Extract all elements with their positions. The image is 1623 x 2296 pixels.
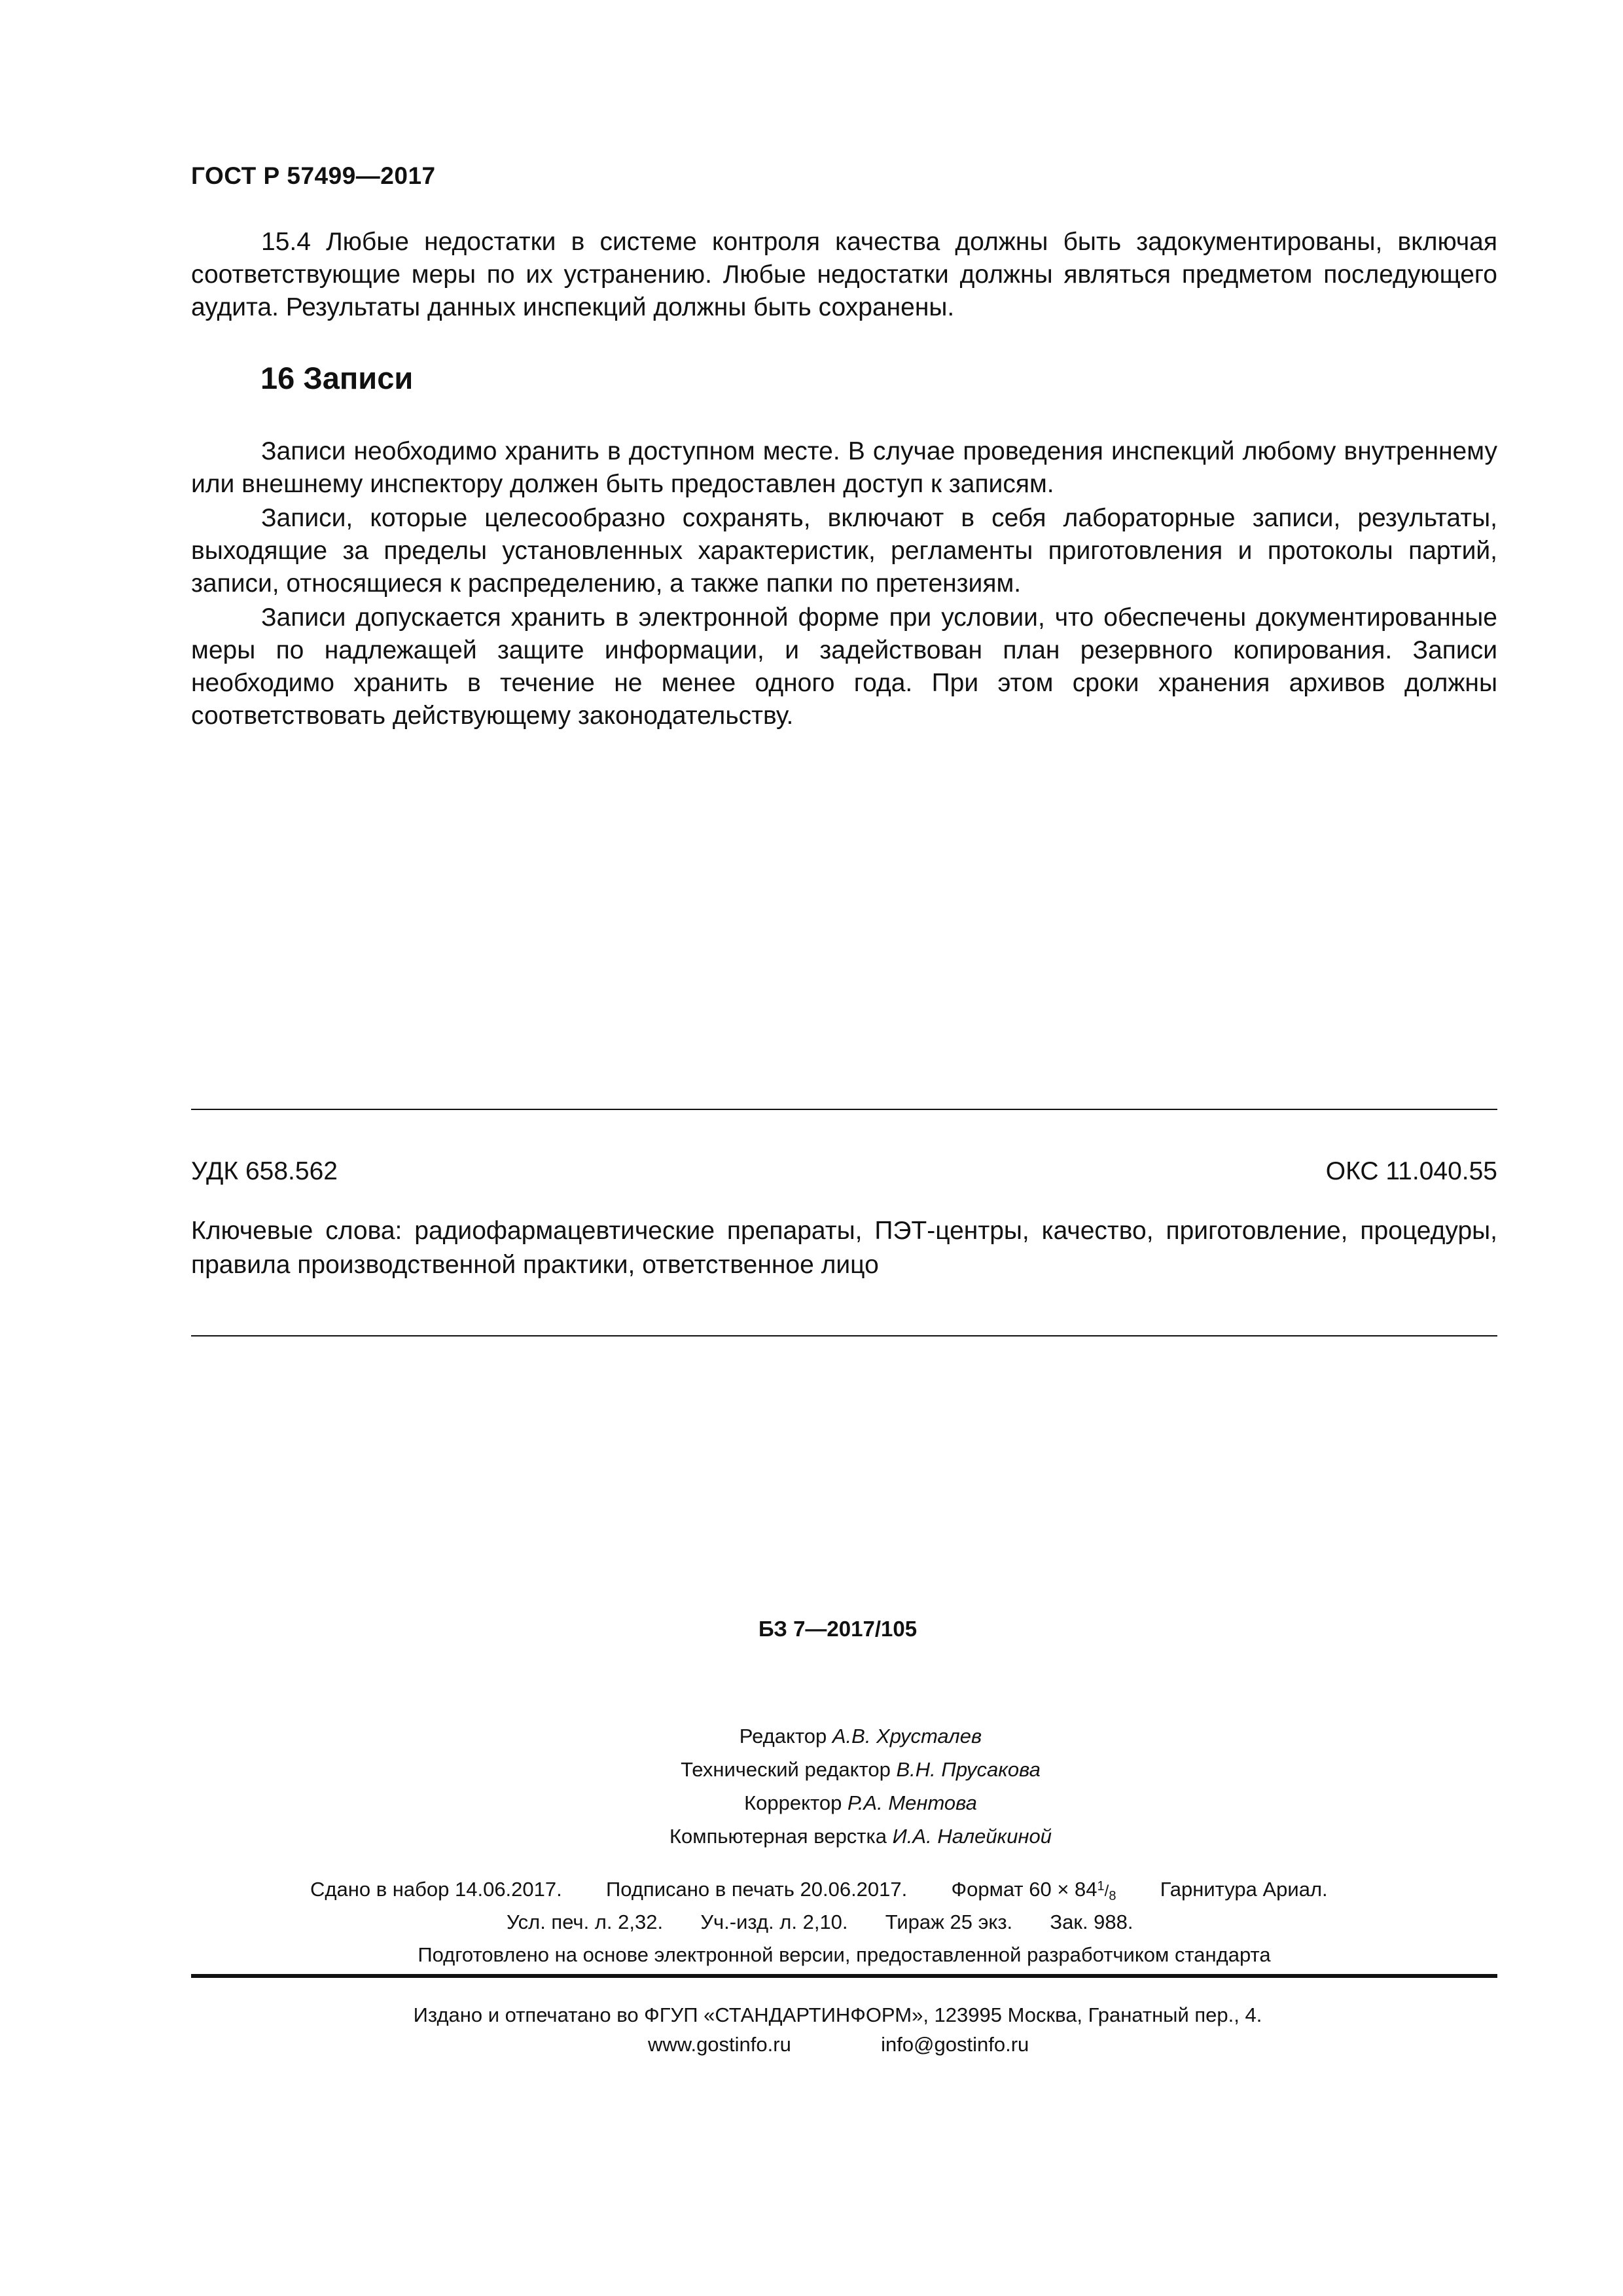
oks-code: ОКС 11.040.55	[1325, 1157, 1497, 1185]
bz-number: БЗ 7—2017/105	[758, 1617, 918, 1641]
divider-top	[191, 1109, 1497, 1110]
credit-role: Редактор	[739, 1725, 827, 1748]
credit-layout	[524, 1820, 1198, 1853]
keywords: Ключевые слова: радиофармацевтические препараты, ПЭТ-центры, качество, приготовление, процедуры, правила производственной практики, ответственное лицо	[191, 1217, 1497, 1279]
divider-bottom	[191, 1335, 1497, 1336]
credit-name: В.Н. Прусакова	[896, 1758, 1041, 1781]
credit-role: Компьютерная верстка	[669, 1825, 887, 1848]
udk-code: УДК 658.562	[191, 1157, 338, 1185]
contacts	[648, 2030, 1029, 2059]
section-16-body	[191, 435, 1497, 734]
section-15-4	[191, 226, 1497, 325]
divider-thick	[191, 1974, 1497, 1978]
website: www.gostinfo.ru	[648, 2033, 791, 2056]
credit-name: А.В. Хрусталев	[832, 1725, 982, 1748]
typeface: Гарнитура Ариал.	[1160, 1878, 1328, 1901]
paragraph: 15.4 Любые недостатки в системе контроля качества должны быть задокументированы, включая соответствующие меры по их устранению. Любые недостатки должны являться предметом последующего аудита. Результаты данных инспекций должны быть сохранены.	[191, 228, 1497, 321]
publication-sheets: Уч.-изд. л. 2,10.	[700, 1910, 848, 1933]
fraction-denominator: 8	[1109, 1888, 1116, 1903]
order-number: Зак. 988.	[1050, 1910, 1133, 1933]
credit-role: Корректор	[744, 1791, 842, 1814]
prepared-note: Подготовлено на основе электронной версии, предоставленной разработчиком стандарта	[418, 1943, 1271, 1966]
sent-to-typesetting: Сдано в набор 14.06.2017.	[310, 1878, 562, 1901]
credit-tech-editor	[524, 1753, 1198, 1786]
fraction-numerator: 1	[1097, 1879, 1105, 1893]
credit-proofreader	[524, 1786, 1198, 1820]
circulation: Тираж 25 экз.	[885, 1910, 1013, 1933]
credit-name: Р.А. Ментова	[847, 1791, 977, 1814]
paragraph: Записи допускается хранить в электронной форме при условии, что обеспечены документированные меры по надлежащей защите информации, и задействован план резервного копирования. Записи необходимо хранить в течение не менее одного года. При этом сроки хранения архивов должны соответствовать действующему законодательству.	[191, 603, 1497, 730]
page-format: Формат 60 × 84	[951, 1878, 1097, 1901]
publisher: Издано и отпечатано во ФГУП «СТАНДАРТИНФОРМ», 123995 Москва, Гранатный пер., 4.	[413, 2003, 1262, 2026]
credits	[524, 1719, 1198, 1853]
format-fraction: $^1/_8$	[1097, 1879, 1116, 1903]
paragraph: Записи, которые целесообразно сохранять, включают в себя лабораторные записи, результаты, выходящие за пределы установленных характеристик, регламенты приготовления и протоколы партий, записи, относящиеся к распределению, а также папки по претензиям.	[191, 504, 1497, 598]
credit-editor	[524, 1719, 1198, 1753]
print-sheets: Усл. печ. л. 2,32.	[507, 1910, 664, 1933]
email: info@gostinfo.ru	[881, 2033, 1029, 2056]
document-code: ГОСТ Р 57499—2017	[191, 162, 436, 189]
signed-to-print: Подписано в печать 20.06.2017.	[606, 1878, 908, 1901]
paragraph: Записи необходимо хранить в доступном месте. В случае проведения инспекций любому внутреннему или внешнему инспектору должен быть предоставлен доступ к записям.	[191, 437, 1497, 498]
print-details-line-2	[507, 1908, 1133, 1937]
print-details-line-1	[310, 1872, 1328, 1910]
credit-name: И.А. Налейкиной	[892, 1825, 1052, 1848]
section-heading: 16 Записи	[260, 361, 414, 395]
credit-role: Технический редактор	[681, 1758, 891, 1781]
